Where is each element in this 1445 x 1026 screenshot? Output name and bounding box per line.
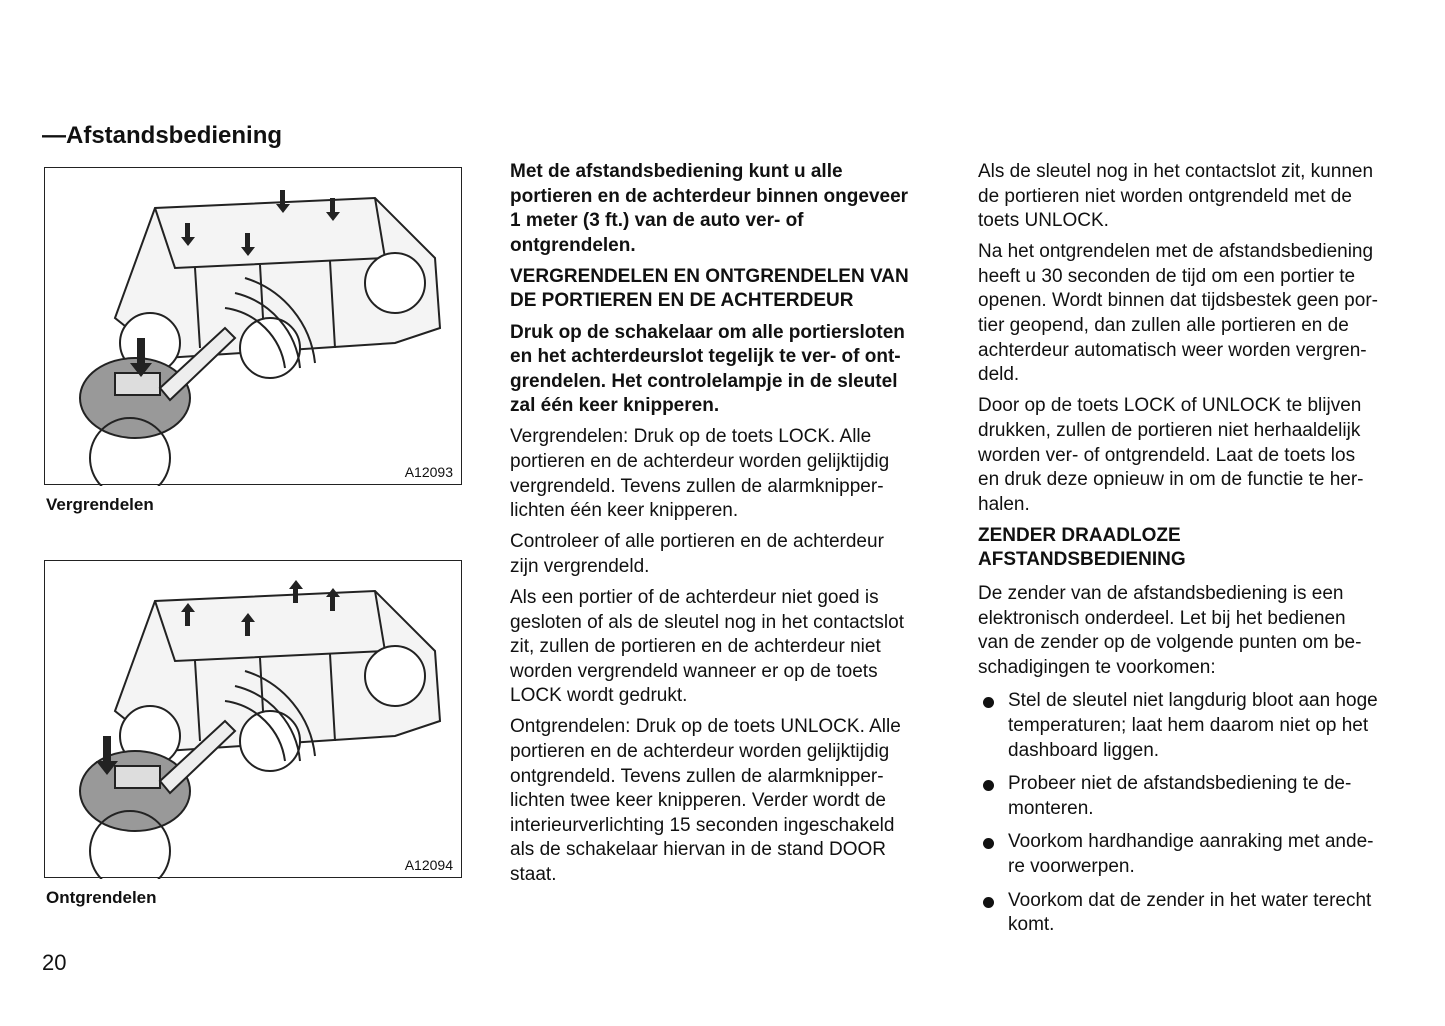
bullet-icon bbox=[983, 697, 994, 708]
text-line: 1 meter (3 ft.) van de auto ver- of bbox=[510, 210, 804, 232]
text-line: elektronisch onderdeel. Let bij het bedienen bbox=[978, 607, 1346, 629]
text-line: openen. Wordt binnen dat tijdsbestek geen por- bbox=[978, 290, 1378, 312]
bold-paragraph bbox=[510, 321, 909, 419]
figure-code: A12094 bbox=[404, 857, 453, 873]
text-line: Na het ontgrendelen met de afstandsbediening bbox=[978, 241, 1374, 263]
text-line: Probeer niet de afstandsbediening te de- bbox=[1008, 773, 1352, 795]
section-heading bbox=[510, 265, 909, 314]
text-line: komt. bbox=[1008, 914, 1055, 936]
paragraph-transmitter bbox=[978, 582, 1378, 680]
text-line: dashboard liggen. bbox=[1008, 739, 1160, 761]
section-heading bbox=[978, 524, 1378, 573]
text-line: De zender van de afstandsbediening is een bbox=[978, 583, 1344, 604]
text-line: Als de sleutel nog in het contactslot zit, kunnen bbox=[978, 161, 1374, 182]
text-line: Met de afstandsbediening kunt u alle bbox=[510, 161, 843, 182]
text-line: Druk op de schakelaar om alle portiersloten bbox=[510, 321, 905, 343]
text-line: drukken, zullen de portieren niet herhaaldelijk bbox=[978, 419, 1361, 441]
text-line: ontgrendelen. bbox=[510, 234, 636, 256]
text-line: LOCK wordt gedrukt. bbox=[510, 685, 688, 707]
text-line: van de zender op de volgende punten om be- bbox=[978, 632, 1362, 654]
paragraph-not-closed bbox=[510, 586, 909, 709]
text-line: grendelen. Het controlelampje in de sleutel bbox=[510, 370, 898, 392]
figure-lock bbox=[44, 167, 462, 485]
text-line: als de schakelaar hiervan in de stand DOOR bbox=[510, 839, 886, 861]
text-line: de portieren niet worden ontgrendeld met de bbox=[978, 185, 1352, 207]
text-line: zit, zullen de portieren en de achterdeur niet bbox=[510, 636, 881, 658]
paragraph-hold-button bbox=[978, 394, 1378, 517]
text-line: tier geopend, dan zullen alle portieren en de bbox=[978, 315, 1349, 337]
text-line: portieren en de achterdeur binnen ongeveer bbox=[510, 185, 909, 207]
text-line: Controleer of alle portieren en de achterdeur bbox=[510, 531, 884, 553]
text-line: temperaturen; laat hem daarom niet op het bbox=[1008, 714, 1369, 736]
text-line: lichten twee keer knipperen. Verder wordt de bbox=[510, 790, 886, 812]
text-line: gesloten of als de sleutel nog in het contactslot bbox=[510, 611, 904, 633]
text-line: deld. bbox=[978, 364, 1020, 386]
intro-paragraph bbox=[510, 160, 909, 258]
text-line: portieren en de achterdeur worden gelijktijdig bbox=[510, 451, 890, 473]
text-line: interieurverlichting 15 seconden ingeschakeld bbox=[510, 814, 895, 836]
text-line: halen. bbox=[978, 493, 1030, 515]
figure-code: A12093 bbox=[404, 464, 453, 480]
text-line: ontgrendeld. Tevens zullen de alarmknipper- bbox=[510, 765, 884, 787]
page-number: 20 bbox=[42, 950, 67, 975]
text-line: AFSTANDSBEDIENING bbox=[978, 549, 1186, 571]
paragraph-unlock bbox=[510, 715, 909, 887]
figure-unlock bbox=[44, 560, 462, 878]
right-column bbox=[978, 160, 1378, 947]
bullet-icon bbox=[983, 838, 994, 849]
text-line: schadigingen te voorkomen: bbox=[978, 656, 1216, 678]
text-line: vergrendeld. Tevens zullen de alarmknipper- bbox=[510, 475, 884, 497]
text-line: lichten één keer knipperen. bbox=[510, 500, 739, 522]
paragraph-check bbox=[510, 530, 909, 579]
paragraph-30-seconds bbox=[978, 240, 1378, 388]
text-line: Ontgrendelen: Druk op de toets UNLOCK. Alle bbox=[510, 716, 901, 738]
text-line: Voorkom dat de zender in het water terecht bbox=[1008, 889, 1372, 911]
section-title: —Afstandsbediening bbox=[42, 122, 283, 149]
text-line: monteren. bbox=[1008, 797, 1094, 819]
text-line: re voorwerpen. bbox=[1008, 855, 1135, 877]
car-key-lock-illustration bbox=[45, 168, 463, 486]
paragraph-lock bbox=[510, 425, 909, 523]
text-line: zal één keer knipperen. bbox=[510, 395, 720, 417]
paragraph-key-in-ignition bbox=[978, 160, 1378, 234]
text-line: Stel de sleutel niet langdurig bloot aan hoge bbox=[1008, 690, 1378, 712]
middle-column bbox=[510, 160, 909, 894]
text-line: toets UNLOCK. bbox=[978, 210, 1109, 232]
bullet-item bbox=[978, 689, 1378, 763]
text-line: achterdeur automatisch weer worden vergren- bbox=[978, 339, 1367, 361]
bullet-icon bbox=[983, 897, 994, 908]
text-line: heeft u 30 seconden de tijd om een portier te bbox=[978, 265, 1356, 287]
bullet-item bbox=[978, 889, 1378, 938]
text-line: Vergrendelen: Druk op de toets LOCK. Alle bbox=[510, 426, 872, 448]
bullet-item bbox=[978, 772, 1378, 821]
text-line: en het achterdeurslot tegelijk te ver- of ont- bbox=[510, 346, 901, 368]
text-line: worden vergrendeld wanneer er op de toets bbox=[510, 660, 878, 682]
text-line: VERGRENDELEN EN ONTGRENDELEN VAN bbox=[510, 265, 909, 287]
text-line: zijn vergrendeld. bbox=[510, 555, 650, 577]
text-line: Als een portier of de achterdeur niet goed is bbox=[510, 587, 879, 608]
text-line: Door op de toets LOCK of UNLOCK te blijven bbox=[978, 395, 1362, 417]
figure-caption: Vergrendelen bbox=[46, 495, 154, 514]
figure-caption: Ontgrendelen bbox=[46, 888, 157, 907]
bullet-icon bbox=[983, 780, 994, 791]
bullet-list bbox=[978, 689, 1378, 937]
text-line: DE PORTIEREN EN DE ACHTERDEUR bbox=[510, 290, 854, 312]
text-line: ZENDER DRAADLOZE bbox=[978, 524, 1181, 546]
text-line: worden ver- of ontgrendeld. Laat de toets los bbox=[978, 444, 1356, 466]
bullet-item bbox=[978, 830, 1378, 879]
text-line: Voorkom hardhandige aanraking met ande- bbox=[1008, 831, 1374, 853]
text-line: en druk deze opnieuw in om de functie te her- bbox=[978, 469, 1364, 491]
text-line: portieren en de achterdeur worden gelijktijdig bbox=[510, 741, 890, 763]
text-line: staat. bbox=[510, 864, 557, 886]
car-key-unlock-illustration bbox=[45, 561, 463, 879]
